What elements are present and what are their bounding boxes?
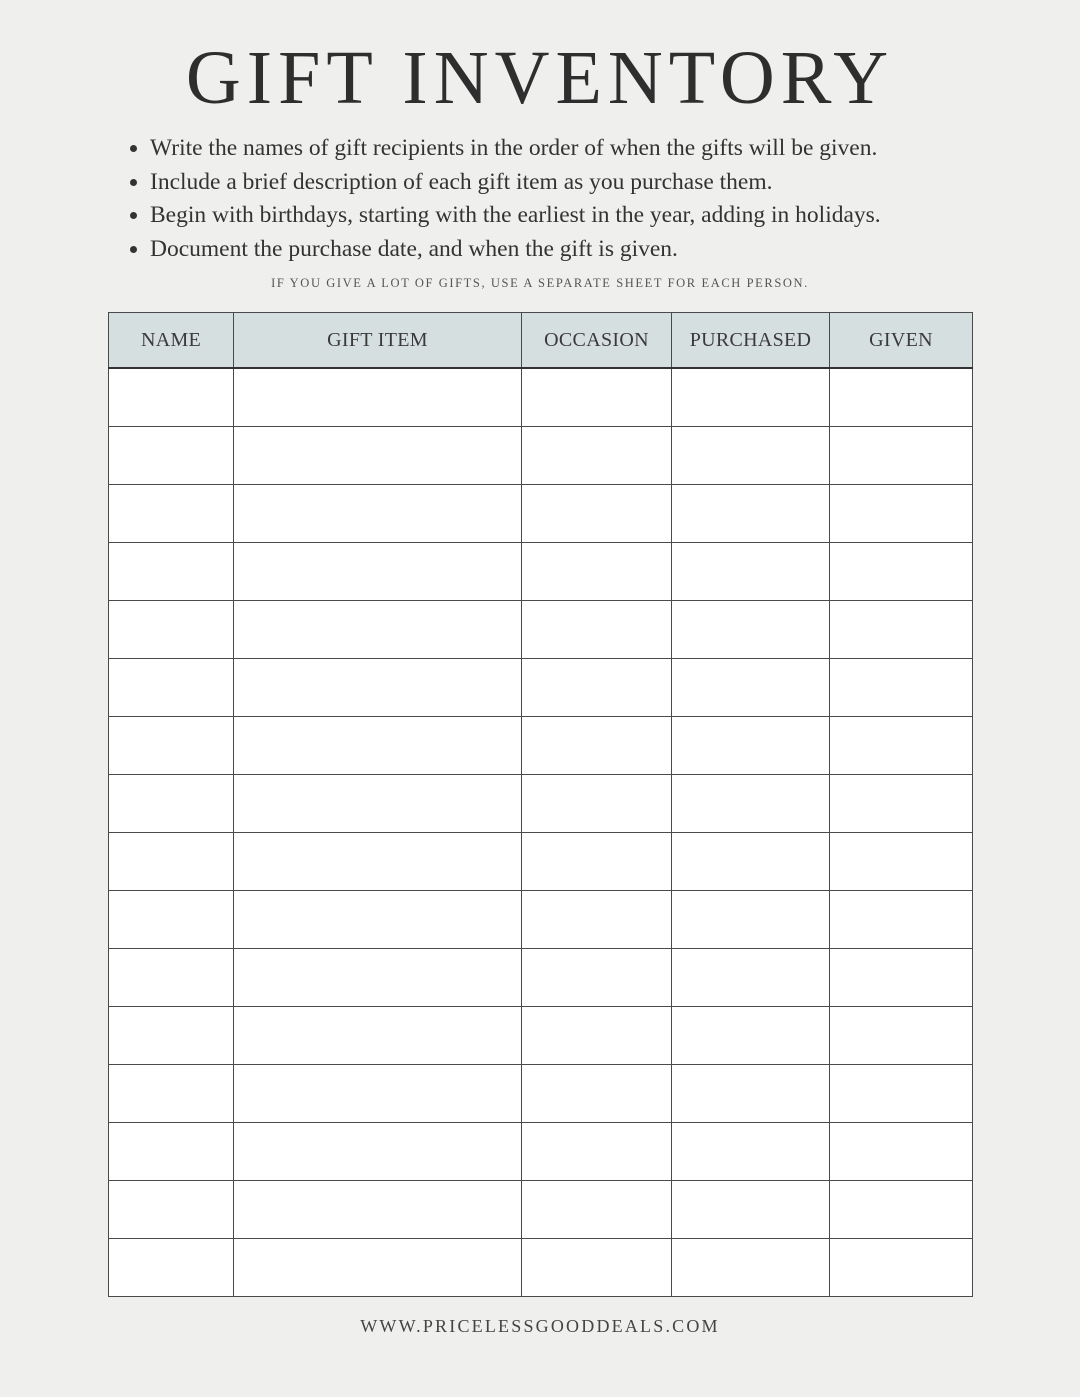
cell-occasion[interactable] [522, 543, 672, 601]
cell-occasion[interactable] [522, 368, 672, 427]
cell-name[interactable] [109, 543, 234, 601]
cell-occasion[interactable] [522, 891, 672, 949]
cell-gift-item[interactable] [234, 833, 522, 891]
table-header-row [109, 313, 973, 369]
cell-name[interactable] [109, 1065, 234, 1123]
cell-given[interactable] [830, 427, 973, 485]
cell-purchased[interactable] [672, 949, 830, 1007]
cell-purchased[interactable] [672, 543, 830, 601]
cell-name[interactable] [109, 601, 234, 659]
cell-name[interactable] [109, 717, 234, 775]
cell-purchased[interactable] [672, 368, 830, 427]
cell-name[interactable] [109, 485, 234, 543]
table-row [109, 543, 973, 601]
cell-given[interactable] [830, 1181, 973, 1239]
table-row [109, 659, 973, 717]
cell-occasion[interactable] [522, 427, 672, 485]
instruction-item: • Include a brief description of each gift item as you purchase them. [150, 166, 881, 200]
cell-given[interactable] [830, 485, 973, 543]
table-row [109, 1239, 973, 1297]
cell-given[interactable] [830, 775, 973, 833]
cell-purchased[interactable] [672, 1239, 830, 1297]
cell-gift-item[interactable] [234, 1123, 522, 1181]
cell-given[interactable] [830, 543, 973, 601]
cell-occasion[interactable] [522, 1123, 672, 1181]
cell-occasion[interactable] [522, 659, 672, 717]
table-row [109, 427, 973, 485]
cell-occasion[interactable] [522, 601, 672, 659]
cell-gift-item[interactable] [234, 485, 522, 543]
cell-name[interactable] [109, 891, 234, 949]
cell-purchased[interactable] [672, 1123, 830, 1181]
cell-gift-item[interactable] [234, 717, 522, 775]
column-header-gift-item: GIFT ITEM [234, 313, 522, 369]
cell-gift-item[interactable] [234, 427, 522, 485]
table-body [109, 368, 973, 1297]
cell-given[interactable] [830, 833, 973, 891]
cell-purchased[interactable] [672, 891, 830, 949]
table-row [109, 891, 973, 949]
cell-purchased[interactable] [672, 717, 830, 775]
table-row [109, 1007, 973, 1065]
column-header-name: NAME [109, 313, 234, 369]
cell-occasion[interactable] [522, 1181, 672, 1239]
cell-given[interactable] [830, 1123, 973, 1181]
website-footer: WWW.PRICELESSGOODDEALS.COM [360, 1316, 720, 1336]
cell-occasion[interactable] [522, 485, 672, 543]
cell-purchased[interactable] [672, 1065, 830, 1123]
cell-gift-item[interactable] [234, 1239, 522, 1297]
cell-name[interactable] [109, 1181, 234, 1239]
cell-name[interactable] [109, 1123, 234, 1181]
cell-gift-item[interactable] [234, 1065, 522, 1123]
cell-given[interactable] [830, 601, 973, 659]
cell-name[interactable] [109, 368, 234, 427]
table-row [109, 601, 973, 659]
gift-inventory-table [108, 312, 973, 1297]
cell-occasion[interactable] [522, 1007, 672, 1065]
cell-purchased[interactable] [672, 1007, 830, 1065]
column-header-given: GIVEN [830, 313, 973, 369]
column-header-occasion: OCCASION [522, 313, 672, 369]
cell-occasion[interactable] [522, 1065, 672, 1123]
cell-gift-item[interactable] [234, 891, 522, 949]
instruction-item: • Document the purchase date, and when the gift is given. [150, 233, 881, 267]
cell-given[interactable] [830, 368, 973, 427]
cell-occasion[interactable] [522, 717, 672, 775]
cell-gift-item[interactable] [234, 949, 522, 1007]
cell-purchased[interactable] [672, 659, 830, 717]
table-row [109, 485, 973, 543]
table-row [109, 949, 973, 1007]
instruction-item: • Begin with birthdays, starting with the earliest in the year, adding in holidays. [150, 199, 881, 233]
cell-given[interactable] [830, 891, 973, 949]
cell-given[interactable] [830, 659, 973, 717]
cell-gift-item[interactable] [234, 368, 522, 427]
cell-occasion[interactable] [522, 775, 672, 833]
cell-gift-item[interactable] [234, 659, 522, 717]
cell-purchased[interactable] [672, 427, 830, 485]
cell-occasion[interactable] [522, 1239, 672, 1297]
table-row [109, 833, 973, 891]
cell-purchased[interactable] [672, 833, 830, 891]
table-row [109, 775, 973, 833]
instructions-list [128, 132, 881, 266]
cell-occasion[interactable] [522, 833, 672, 891]
table-row [109, 1123, 973, 1181]
cell-name[interactable] [109, 1239, 234, 1297]
cell-name[interactable] [109, 427, 234, 485]
cell-gift-item[interactable] [234, 1007, 522, 1065]
cell-name[interactable] [109, 949, 234, 1007]
table-row [109, 368, 973, 427]
table-row [109, 1181, 973, 1239]
cell-given[interactable] [830, 1007, 973, 1065]
cell-gift-item[interactable] [234, 601, 522, 659]
cell-name[interactable] [109, 833, 234, 891]
separate-sheet-note: IF YOU GIVE A LOT OF GIFTS, USE A SEPARATE SHEET FOR EACH PERSON. [271, 276, 809, 290]
cell-name[interactable] [109, 659, 234, 717]
table-row [109, 717, 973, 775]
cell-gift-item[interactable] [234, 1181, 522, 1239]
table-row [109, 1065, 973, 1123]
cell-purchased[interactable] [672, 601, 830, 659]
cell-occasion[interactable] [522, 949, 672, 1007]
cell-gift-item[interactable] [234, 543, 522, 601]
cell-gift-item[interactable] [234, 775, 522, 833]
instruction-item: • Write the names of gift recipients in the order of when the gifts will be given. [150, 132, 881, 166]
cell-purchased[interactable] [672, 775, 830, 833]
cell-purchased[interactable] [672, 485, 830, 543]
cell-given[interactable] [830, 1065, 973, 1123]
cell-name[interactable] [109, 1007, 234, 1065]
cell-given[interactable] [830, 717, 973, 775]
cell-purchased[interactable] [672, 1181, 830, 1239]
cell-given[interactable] [830, 1239, 973, 1297]
cell-name[interactable] [109, 775, 234, 833]
column-header-purchased: PURCHASED [672, 313, 830, 369]
cell-given[interactable] [830, 949, 973, 1007]
page-title: GIFT INVENTORY [185, 36, 895, 120]
